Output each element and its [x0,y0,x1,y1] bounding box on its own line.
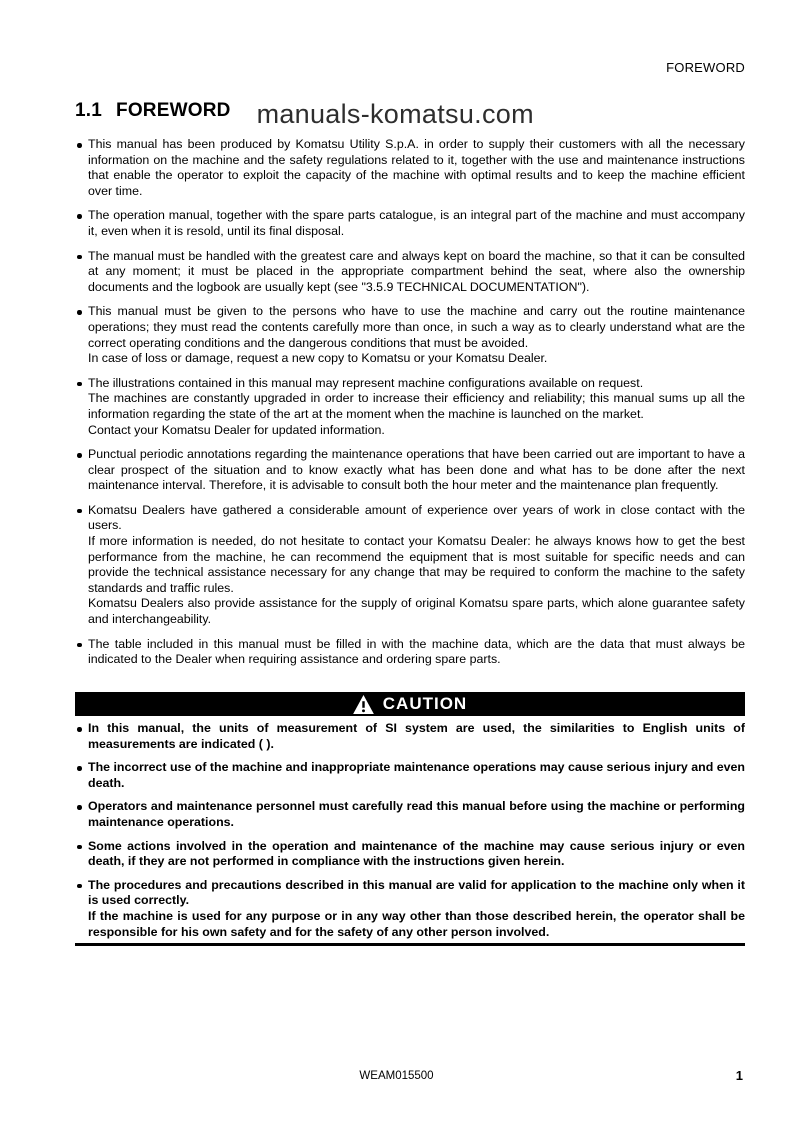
caution-bullet-list [75,721,745,941]
running-header: FOREWORD [666,60,745,75]
bullet-icon [75,799,88,830]
bullet-icon [75,249,88,296]
bullet-icon [75,760,88,791]
section-title-row [75,100,745,128]
list-item [75,799,745,830]
paragraph: If the machine is used for any purpose or in any way other than those described herein, the operator shall be responsible for his own safety and for the safety of any other person involved. [88,908,745,939]
paragraph: Some actions involved in the operation and maintenance of the machine may cause serious injury or even death, if they are not performed in compliance with the instructions given herein. [88,838,745,869]
bullet-icon [75,721,88,752]
bullet-icon [75,637,88,668]
paragraph: Punctual periodic annotations regarding the maintenance operations that have been carried out are important to have a clear prospect of the situation and to know exactly what has been done and what has to be done after the next maintenance interval. Therefore, it is advisable to consult both the hour meter and the maintenance plan frequently. [88,447,745,493]
bullet-icon [75,878,88,940]
bullet-icon [75,376,88,438]
list-item [75,137,745,199]
list-item [75,304,745,366]
paragraph: The manual must be handled with the greatest care and always kept on board the machine, so that it can be consulted at any moment; it must be placed in the appropriate compartment behind the seat, where also the ownership documents and the logbook are usually kept (see "3.5.9 TECHNICAL DOCUMENTATION"). [88,248,745,294]
bullet-icon [75,447,88,494]
paragraph: If more information is needed, do not hesitate to contact your Komatsu Dealer: he always knows how to get the best performance from the machine, he can recommend the equipment that is most suitable for specific needs and can provide the technical assistance necessary for any change that may be required to conform the machine to the safety standards and traffic rules. [88,534,745,595]
bullet-icon [75,503,88,628]
document-code: WEAM015500 [359,1070,434,1082]
bullet-icon [75,839,88,870]
paragraph: The operation manual, together with the spare parts catalogue, is an integral part of the machine and must accompany it, even when it is resold, until its final disposal. [88,208,745,238]
page-number: 1 [735,1068,743,1083]
list-item [75,208,745,239]
paragraph: The machines are constantly upgraded in order to increase their efficiency and reliability; this manual sums up all the information regarding the state of the art at the moment when the machine is launched on the market. [88,391,745,421]
list-item [75,721,745,752]
paragraph: The incorrect use of the machine and inappropriate maintenance operations may cause serious injury and even death. [88,760,745,790]
list-item [75,839,745,870]
warning-triangle-icon [353,695,374,714]
paragraph: The table included in this manual must be filled in with the machine data, which are the data that must always be indicated to the Dealer when requiring assistance and ordering spare parts. [88,636,745,667]
paragraph: Operators and maintenance personnel must carefully read this manual before using the machine or performing maintenance operations. [88,799,745,829]
list-item [75,376,745,438]
foreword-bullet-list [75,137,745,689]
paragraph: Komatsu Dealers have gathered a considerable amount of experience over years of work in close contact with the users. [88,502,745,533]
section-title [75,100,231,122]
paragraph: In this manual, the units of measurement of SI system are used, the similarities to English units of measurements are indicated ( ). [88,721,745,751]
bullet-icon [75,208,88,239]
section-number: 1.1 [75,100,103,121]
caution-label: CAUTION [382,694,468,713]
list-item [75,878,745,940]
list-item [75,447,745,494]
bullet-icon [75,137,88,199]
paragraph: This manual must be given to the persons who have to use the machine and carry out the routine maintenance operations; they must read the contents carefully more than once, in such a way as to clearly understand what are the correct operating conditions and the dangerous conditions that must be avoided. [88,304,745,350]
list-item [75,637,745,668]
watermark-text: manuals-komatsu.com [256,99,534,129]
bullet-icon [75,304,88,366]
list-item [75,503,745,628]
paragraph: This manual has been produced by Komatsu Utility S.p.A. in order to supply their customers with all the necessary information on the machine and the safety regulations related to it, together with the use and maintenance instructions that enable the operator to exploit the capacity of the machine with optimal results and to keep the machine efficient over time. [88,137,745,198]
paragraph: Contact your Komatsu Dealer for updated information. [88,422,385,437]
paragraph: Komatsu Dealers also provide assistance for the supply of original Komatsu spare parts, which alone guarantee safety and interchangeability. [88,596,745,627]
caution-header-bar [75,692,745,716]
paragraph: The illustrations contained in this manual may represent machine configurations available on request. [88,375,644,390]
section-title-text: FOREWORD [116,100,231,121]
list-item [75,249,745,296]
paragraph: The procedures and precautions described in this manual are valid for application to the machine only when it is used correctly. [88,877,745,908]
caution-bottom-rule [75,943,745,946]
list-item [75,760,745,791]
paragraph: In case of loss or damage, request a new copy to Komatsu or your Komatsu Dealer. [88,351,548,366]
